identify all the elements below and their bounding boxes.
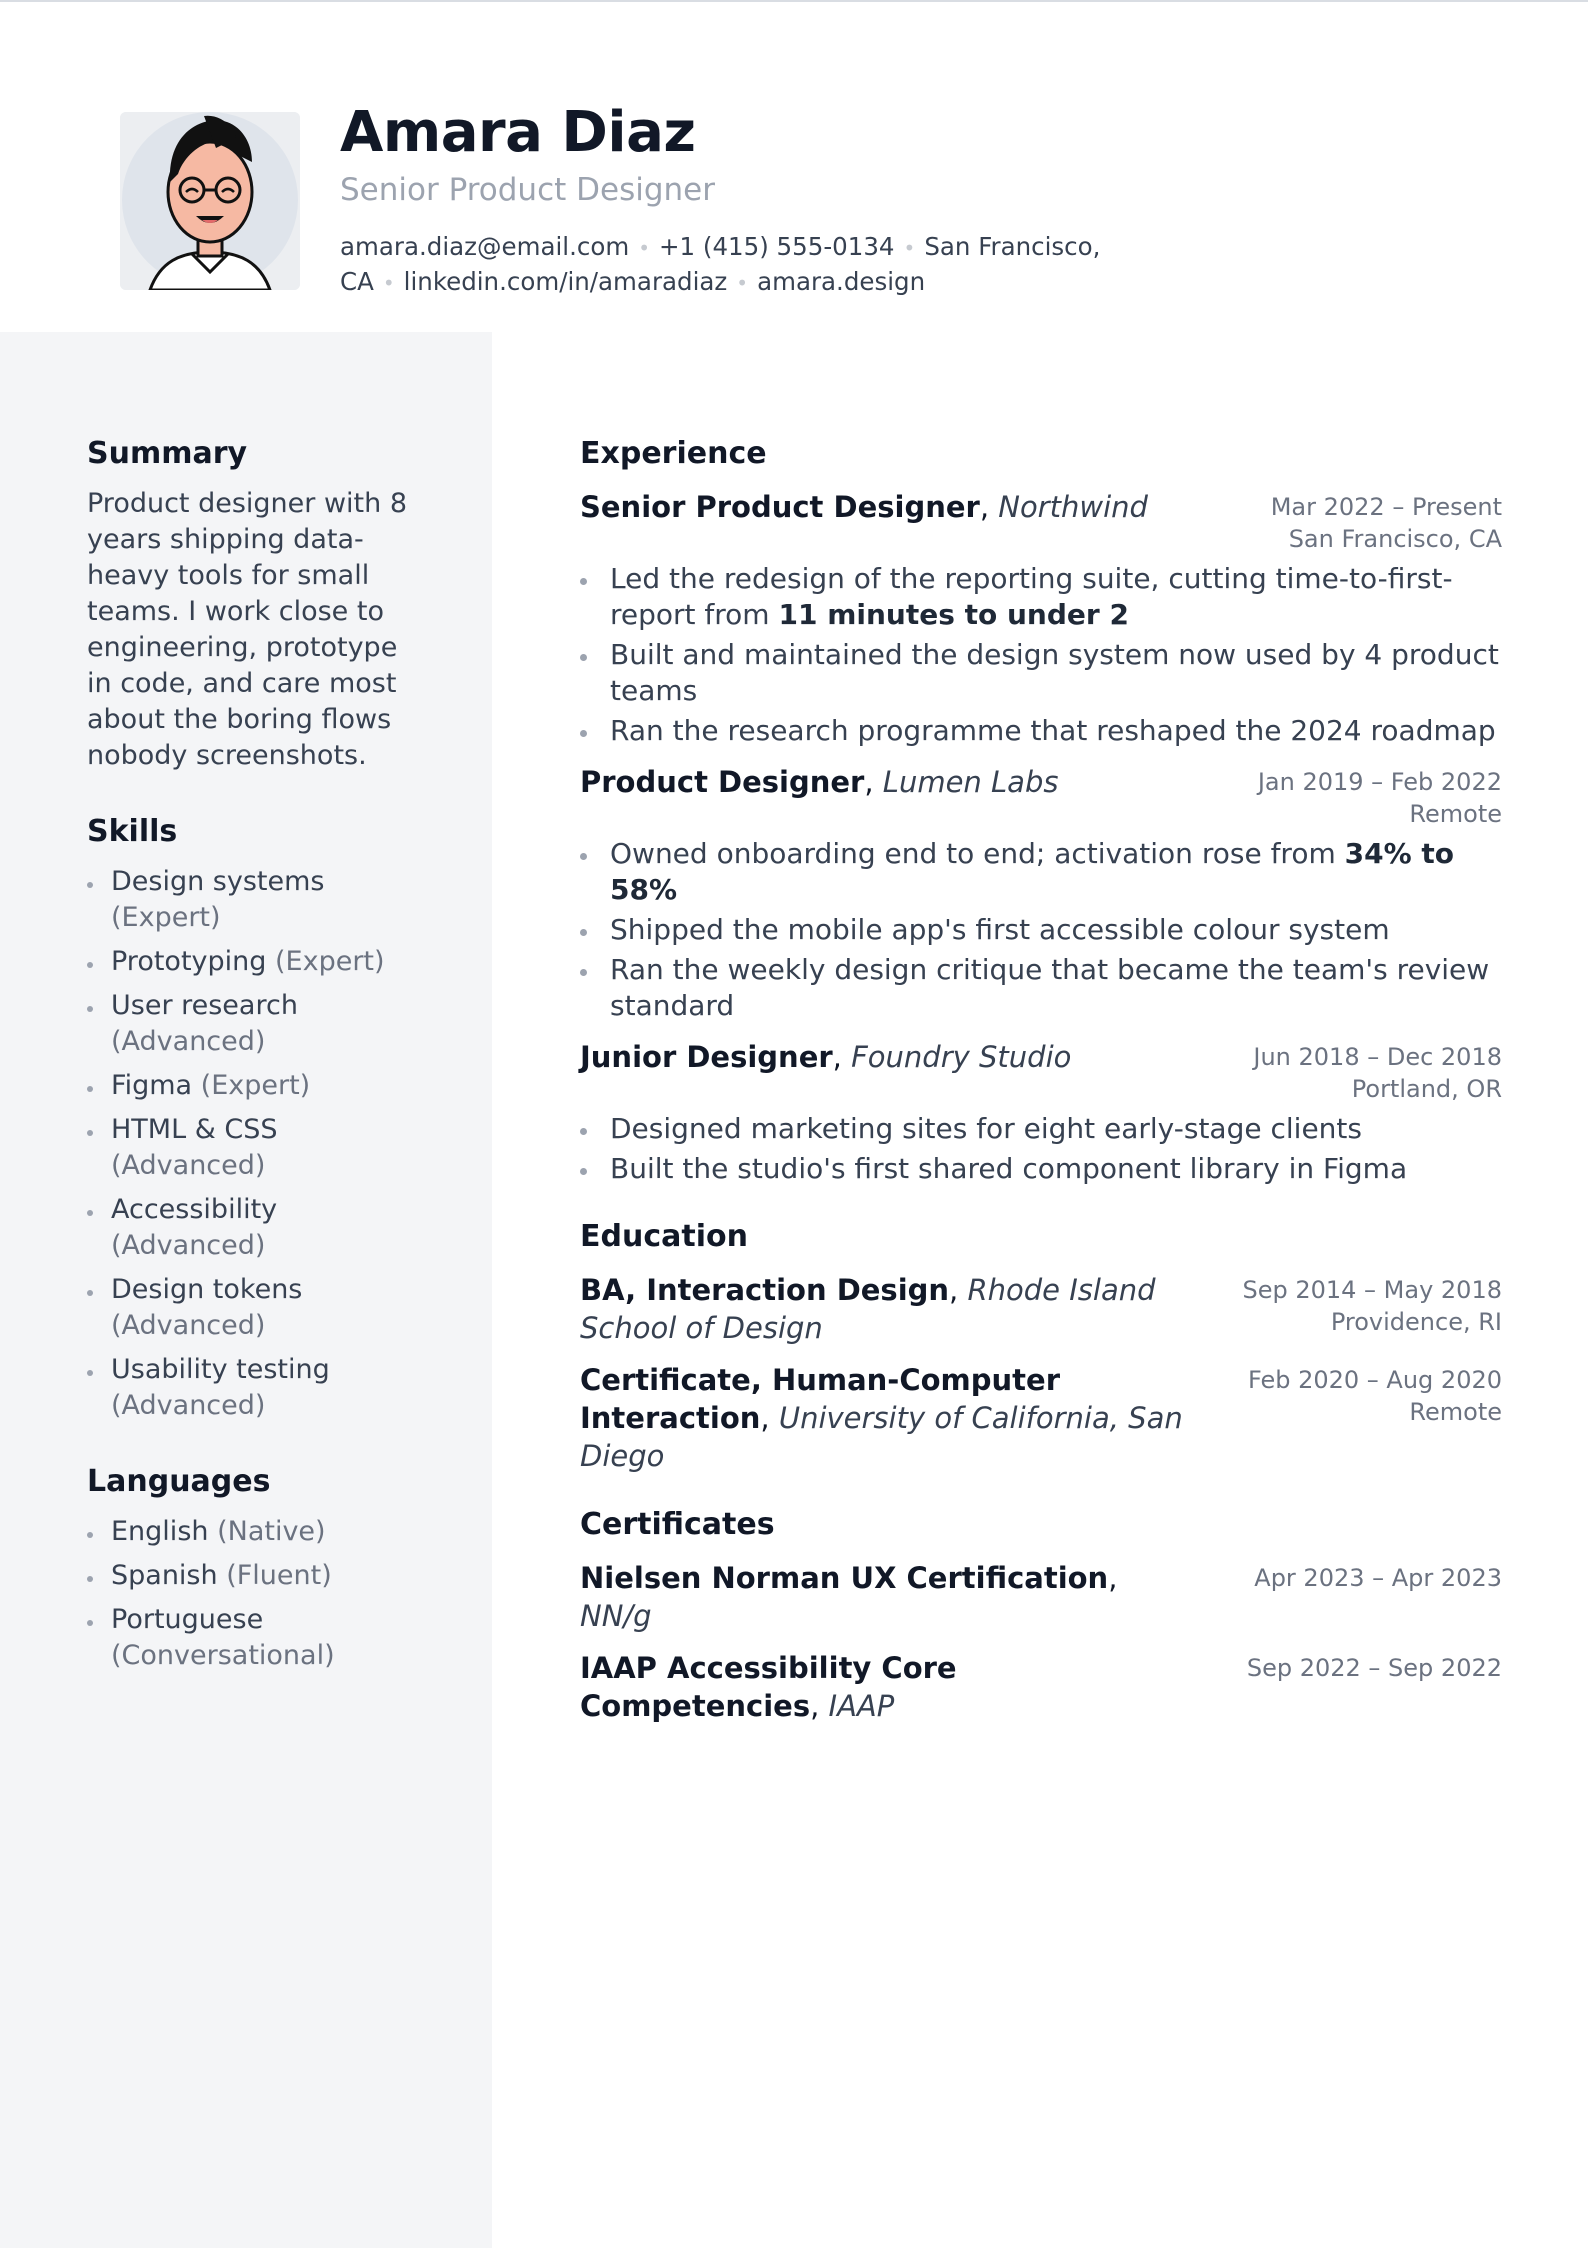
experience-heading: Experience: [580, 436, 767, 471]
entry-title: Product Designer, Lumen Labs: [580, 765, 1059, 799]
entry-title: BA, Interaction Design, Rhode Island School of Design: [580, 1273, 1156, 1345]
skill-item: User research (Advanced): [87, 988, 427, 1060]
contact-line: [340, 230, 1130, 300]
achievement-item: Ran the research programme that reshaped the 2024 roadmap: [580, 713, 1502, 749]
language-item: English (Native): [87, 1514, 427, 1550]
person-name: Amara Diaz: [340, 100, 696, 165]
skill-item: Usability testing (Advanced): [87, 1352, 427, 1424]
achievement-item: Led the redesign of the reporting suite, cutting time-to-first-report from 11 minutes to under 2: [580, 561, 1502, 633]
separator-dot: •: [736, 271, 749, 295]
certificate-entry: [580, 1559, 1502, 1635]
experience-entry: [580, 1038, 1502, 1187]
achievement-item: Designed marketing sites for eight early-stage clients: [580, 1111, 1502, 1147]
entry-title: Certificate, Human-Computer Interaction, University of California, San Diego: [580, 1363, 1183, 1473]
entry-meta: Mar 2022 – Present San Francisco, CA: [1270, 493, 1502, 553]
experience-entry: [580, 488, 1502, 749]
skill-item: Accessibility (Advanced): [87, 1192, 427, 1264]
skill-item: HTML & CSS (Advanced): [87, 1112, 427, 1184]
separator-dot: •: [903, 236, 916, 260]
entry-meta: Apr 2023 – Apr 2023: [1254, 1564, 1502, 1592]
achievement-list: [580, 836, 1502, 1024]
achievement-item: Built the studio's first shared component library in Figma: [580, 1151, 1502, 1187]
entry-title: IAAP Accessibility Core Competencies, IAAP: [580, 1651, 957, 1723]
skills-list: [87, 864, 427, 1424]
education-entry: [580, 1271, 1502, 1347]
avatar: [120, 112, 300, 290]
achievement-item: Ran the weekly design critique that became the team's review standard: [580, 952, 1502, 1024]
website-link[interactable]: amara.design: [757, 267, 926, 296]
languages-heading: Languages: [87, 1464, 271, 1499]
certificate-entry: [580, 1649, 1502, 1725]
achievement-item: Built and maintained the design system now used by 4 product teams: [580, 637, 1502, 709]
entry-meta: Jun 2018 – Dec 2018 Portland, OR: [1253, 1043, 1502, 1103]
entry-title: Senior Product Designer, Northwind: [580, 490, 1148, 524]
avatar-portrait-icon: [120, 112, 300, 290]
skill-item: Prototyping (Expert): [87, 944, 427, 980]
achievement-item: Owned onboarding end to end; activation rose from 34% to 58%: [580, 836, 1502, 908]
experience-entry: [580, 763, 1502, 1024]
education-entry: [580, 1361, 1502, 1475]
skill-item: Design tokens (Advanced): [87, 1272, 427, 1344]
entry-meta: Feb 2020 – Aug 2020 Remote: [1247, 1366, 1502, 1426]
entry-title: Junior Designer, Foundry Studio: [580, 1040, 1072, 1074]
summary-text: Product designer with 8 years shipping data-heavy tools for small teams. I work close to engineering, prototype in code, and care most about the boring flows nobody screenshots.: [87, 488, 408, 771]
location-text: San Francisco, CA: [340, 232, 1101, 296]
top-divider: [0, 0, 1588, 2]
phone-text[interactable]: +1 (415) 555-0134: [658, 232, 895, 261]
skills-heading: Skills: [87, 814, 178, 849]
summary-heading: Summary: [87, 436, 248, 471]
languages-list: [87, 1514, 427, 1674]
separator-dot: •: [638, 236, 650, 260]
skill-item: Design systems (Expert): [87, 864, 427, 936]
language-item: Spanish (Fluent): [87, 1558, 427, 1594]
certificates-heading: Certificates: [580, 1507, 775, 1542]
sidebar: [0, 332, 492, 2248]
achievement-list: [580, 561, 1502, 749]
entry-title: Nielsen Norman UX Certification, NN/g: [580, 1561, 1118, 1633]
education-heading: Education: [580, 1219, 748, 1254]
linkedin-link[interactable]: linkedin.com/in/amaradiaz: [403, 267, 728, 296]
language-item: Portuguese (Conversational): [87, 1602, 427, 1674]
job-title-subtitle: Senior Product Designer: [340, 172, 715, 208]
entry-meta: Sep 2022 – Sep 2022: [1246, 1654, 1502, 1682]
separator-dot: •: [382, 271, 395, 295]
entry-meta: Sep 2014 – May 2018 Providence, RI: [1242, 1276, 1502, 1336]
skill-item: Figma (Expert): [87, 1068, 427, 1104]
achievement-list: [580, 1111, 1502, 1187]
email-link[interactable]: amara.diaz@email.com: [340, 232, 630, 261]
main-column: [580, 434, 1502, 1725]
achievement-item: Shipped the mobile app's first accessible colour system: [580, 912, 1502, 948]
entry-meta: Jan 2019 – Feb 2022 Remote: [1257, 768, 1502, 828]
